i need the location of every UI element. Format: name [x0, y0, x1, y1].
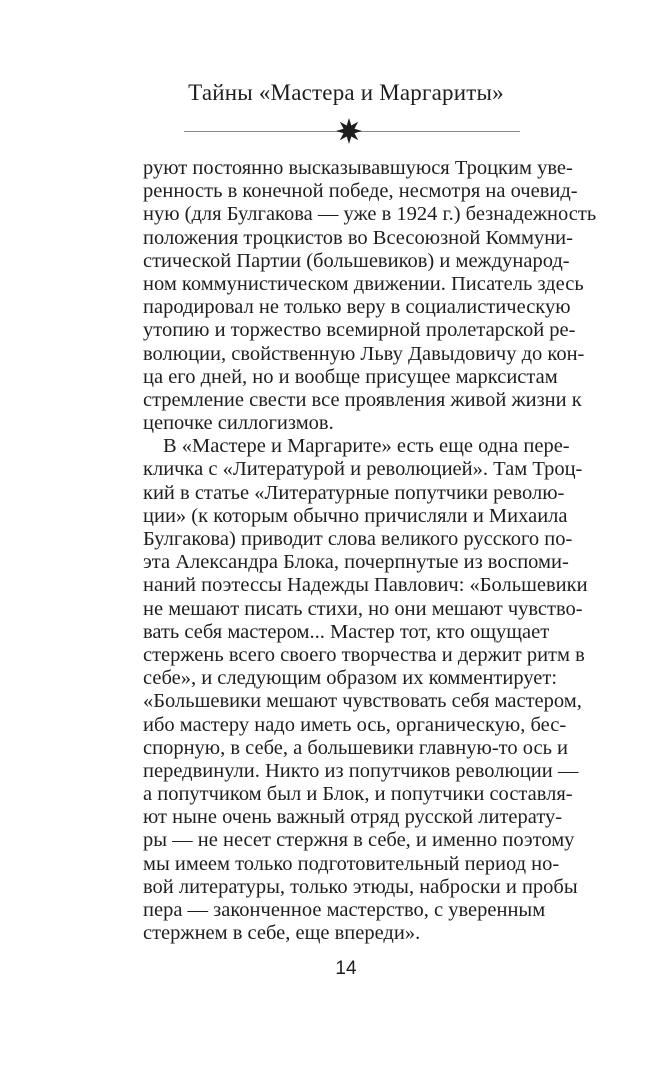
text-line: не мешают писать стихи, но они мешают чувство-	[143, 597, 583, 620]
text-line: ную (для Булгакова — уже в 1924 г.) безнадежность	[143, 203, 597, 226]
text-line: «Большевики мешают чувствовать себя мастером,	[143, 690, 582, 713]
page-number: 14	[335, 958, 357, 979]
text-line: наний поэтессы Надежды Павлович: «Большевики	[143, 574, 588, 597]
text-line: ют ныне очень важный отряд русской литерату-	[143, 806, 563, 829]
text-line: В «Мастере и Маргарите» есть еще одна пере-	[163, 435, 570, 458]
text-line: кличка с «Литературой и революцией». Там Троц-	[143, 458, 583, 481]
text-line: мы имеем только подготовительный период но-	[143, 852, 560, 875]
text-line: ца его дней, но и вообще присущее марксистам	[143, 365, 558, 388]
text-line: стержнем в себе, еще впереди».	[143, 922, 421, 945]
text-line: утопию и торжество всемирной пролетарской ре-	[143, 319, 576, 342]
text-line: ции» (к которым обычно причисляли и Михаила	[143, 504, 568, 527]
text-line: Булгакова) приводит слова великого русского по-	[143, 528, 573, 550]
text-line: кий в статье «Литературные попутчики револю-	[143, 481, 565, 504]
text-line: ном коммунистическом движении. Писатель здесь	[143, 272, 584, 295]
text-line: ибо мастеру надо иметь ось, органическую, бес-	[143, 713, 567, 736]
text-line: стержень всего своего творчества и держит ритм в	[143, 643, 585, 666]
running-header-title: Тайны «Мастера и Маргариты»	[188, 80, 504, 105]
text-line: цепочке силлогизмов.	[143, 412, 334, 435]
text-line: передвинули. Никто из попутчиков революции —	[143, 759, 579, 782]
text-line: стической Партии (большевиков) и международ-	[143, 249, 570, 272]
body-text	[143, 157, 597, 945]
text-line: пародировал не только веру в социалистическую	[143, 296, 571, 319]
text-line: эта Александра Блока, почерпнутые из воспоми-	[143, 551, 569, 574]
text-line: пера — законченное мастерство, с уверенным	[143, 899, 546, 921]
text-line: себе», и следующим образом их комментирует:	[143, 667, 558, 690]
text-line: а попутчиком был и Блок, и попутчики составля-	[143, 783, 573, 806]
text-line: ры — не несет стержня в себе, и именно поэтому	[143, 829, 575, 852]
text-line: волюции, свойственную Льву Давыдовичу до кон-	[143, 342, 585, 365]
text-line: ренность в конечной победе, несмотря на очевид-	[143, 180, 578, 203]
text-line: положения троцкистов во Всесоюзной Коммуни-	[143, 226, 573, 249]
text-line: вать себя мастером... Мастер тот, кто ощущает	[143, 620, 550, 643]
star-ornament-icon	[336, 118, 362, 144]
text-line: стремление свести все проявления живой жизни к	[143, 388, 582, 411]
text-line: руют постоянно высказывавшуюся Троцким уве-	[143, 157, 573, 179]
text-line: вой литературы, только этюды, наброски и пробы	[143, 875, 578, 898]
text-line: спорную, в себе, а большевики главную-то ось и	[143, 736, 569, 759]
